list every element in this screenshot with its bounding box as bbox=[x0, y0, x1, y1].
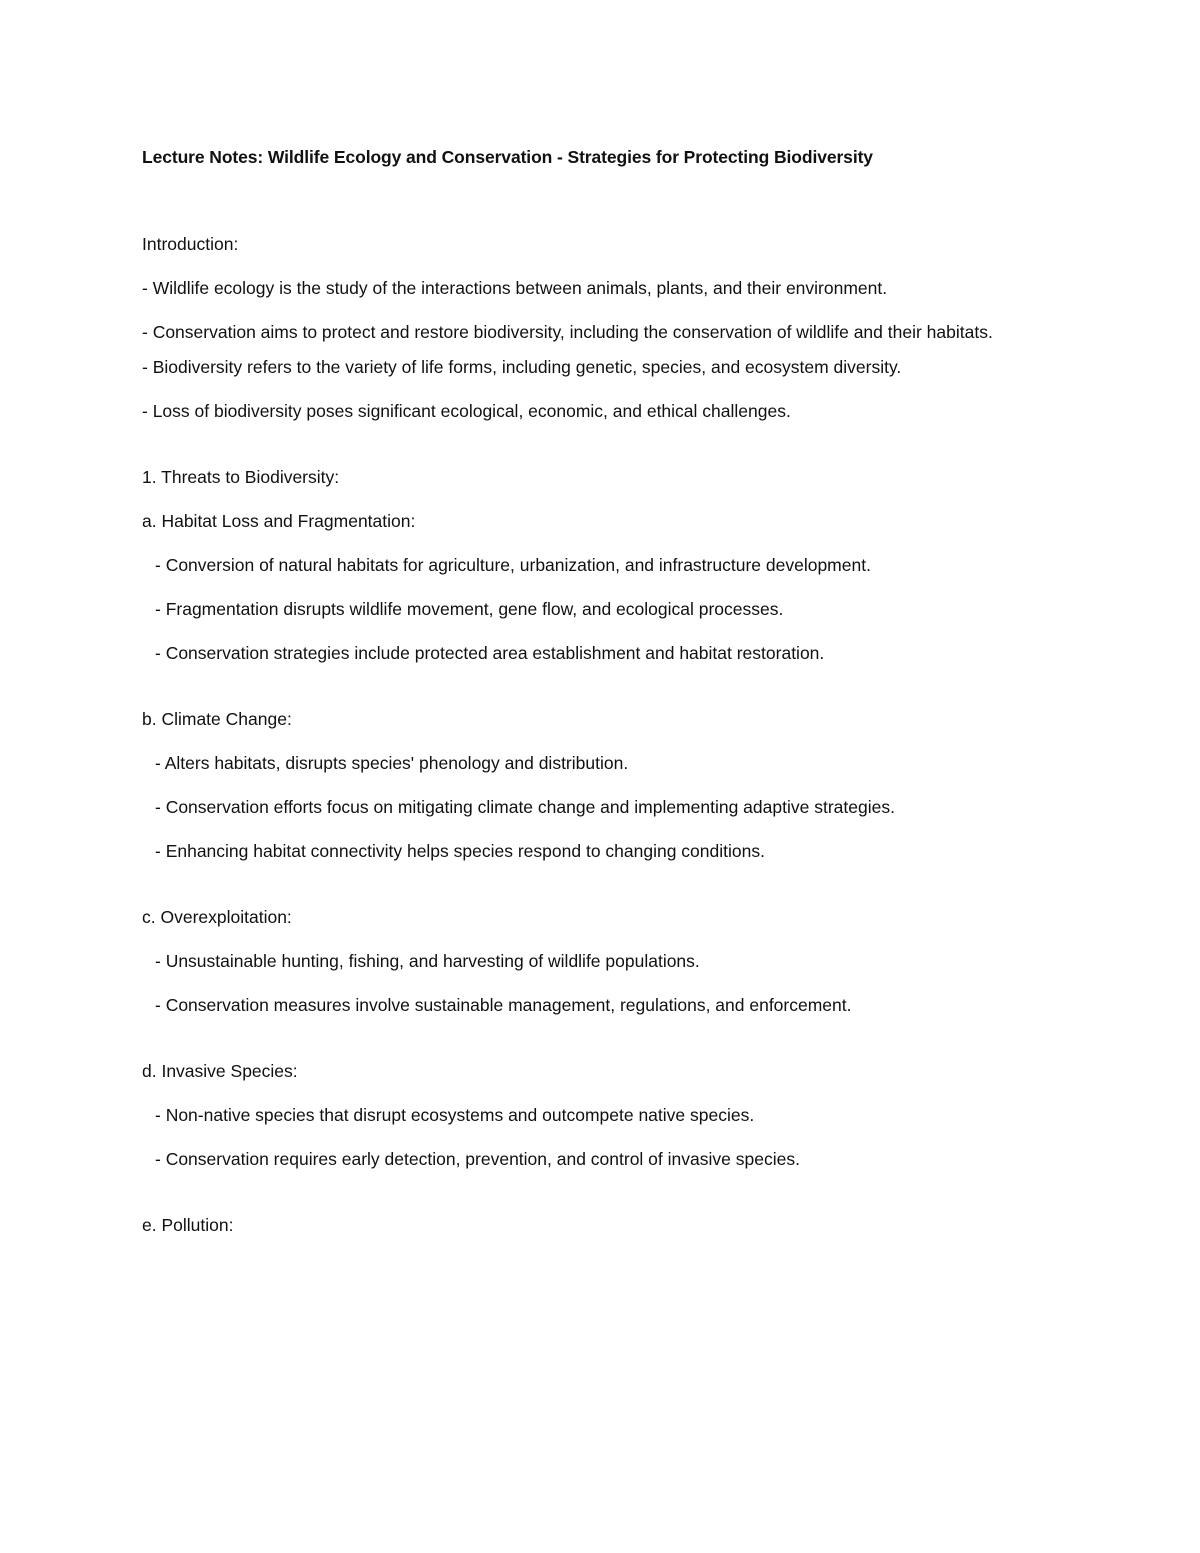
list-item: - Conservation aims to protect and restore biodiversity, including the conservation of wildlife and their habitats. bbox=[142, 322, 993, 342]
document-title: Lecture Notes: Wildlife Ecology and Conservation - Strategies for Protecting Biodiversity bbox=[142, 147, 873, 167]
threats-section bbox=[142, 466, 1062, 1237]
list-item: - Unsustainable hunting, fishing, and harvesting of wildlife populations. bbox=[155, 951, 700, 971]
list-item: - Enhancing habitat connectivity helps species respond to changing conditions. bbox=[155, 841, 765, 861]
list-item: - Wildlife ecology is the study of the interactions between animals, plants, and their environment. bbox=[142, 278, 888, 298]
list-item: - Non-native species that disrupt ecosystems and outcompete native species. bbox=[155, 1105, 755, 1125]
list-item: - Biodiversity refers to the variety of life forms, including genetic, species, and ecosystem diversity. bbox=[142, 357, 902, 377]
pollution-heading: e. Pollution: bbox=[142, 1215, 234, 1235]
climate-change-heading: b. Climate Change: bbox=[142, 709, 292, 729]
list-item: - Conservation requires early detection, prevention, and control of invasive species. bbox=[155, 1149, 800, 1169]
threats-heading: 1. Threats to Biodiversity: bbox=[142, 467, 340, 487]
list-item: - Fragmentation disrupts wildlife movement, gene flow, and ecological processes. bbox=[155, 599, 784, 619]
list-item: - Conservation efforts focus on mitigating climate change and implementing adaptive strategies. bbox=[155, 797, 895, 817]
list-item: - Conservation strategies include protected area establishment and habitat restoration. bbox=[155, 643, 825, 663]
invasive-species-heading: d. Invasive Species: bbox=[142, 1061, 298, 1081]
list-item: - Alters habitats, disrupts species' phenology and distribution. bbox=[155, 753, 629, 773]
list-item: - Loss of biodiversity poses significant ecological, economic, and ethical challenges. bbox=[142, 401, 791, 421]
introduction-heading: Introduction: bbox=[142, 234, 239, 254]
list-item: - Conversion of natural habitats for agriculture, urbanization, and infrastructure development. bbox=[155, 555, 871, 575]
overexploitation-heading: c. Overexploitation: bbox=[142, 907, 292, 927]
introduction-section bbox=[142, 233, 1062, 423]
list-item: - Conservation measures involve sustainable management, regulations, and enforcement. bbox=[155, 995, 852, 1015]
document-body bbox=[142, 146, 1062, 1258]
habitat-loss-heading: a. Habitat Loss and Fragmentation: bbox=[142, 511, 416, 531]
